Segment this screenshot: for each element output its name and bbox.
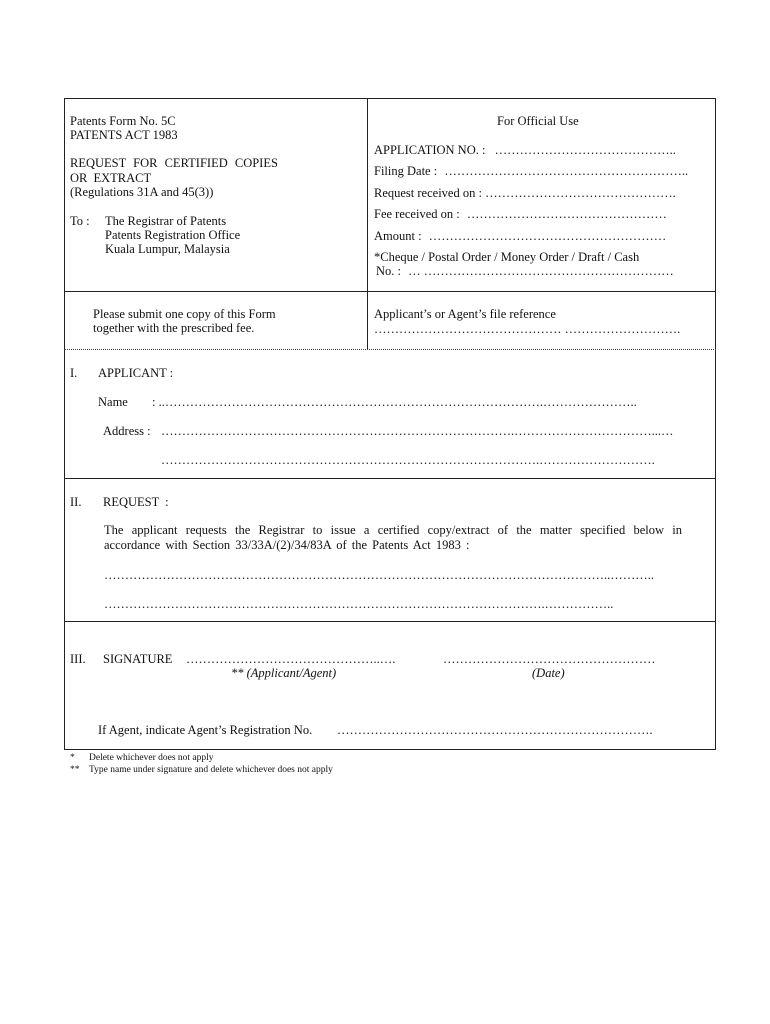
file-reference-field[interactable]: ……………………………………… ……………………….	[374, 322, 681, 336]
fee-received-field[interactable]	[374, 207, 667, 222]
signature-caption: ** (Applicant/Agent)	[231, 666, 337, 680]
section-1-title: APPLICANT :	[98, 366, 174, 380]
fee-received-dots: …………………………………………	[466, 207, 667, 221]
applicant-address-label: Address :	[103, 424, 151, 438]
request-statement: The applicant requests the Registrar to issue a certified copy/extract of the matter specified below in accordance with Section 33/33A/(2)/34/83A of the Patents Act 1983 :	[104, 523, 682, 552]
column-divider	[367, 98, 368, 350]
date-field[interactable]: ……………………………………………	[443, 652, 656, 666]
section-3-title: SIGNATURE	[103, 652, 173, 666]
submit-note-line1: Please submit one copy of this Form	[93, 307, 276, 321]
agent-registration-label: If Agent, indicate Agent’s Registration No.	[98, 723, 313, 737]
fee-received-label: Fee received on :	[374, 207, 460, 221]
official-use-title: For Official Use	[497, 114, 579, 128]
section-2-title: REQUEST :	[103, 495, 169, 509]
regulations-ref: (Regulations 31A and 45(3))	[70, 185, 214, 199]
applicant-name-label: Name	[98, 395, 128, 409]
request-received-label: Request received on :	[374, 186, 482, 200]
section-divider-1	[64, 478, 716, 479]
date-caption: (Date)	[532, 666, 565, 680]
footnote-2-text: Type name under signature and delete whichever does not apply	[89, 765, 333, 775]
filing-date-label: Filing Date :	[374, 164, 438, 178]
file-reference-label: Applicant’s or Agent’s file reference	[374, 307, 556, 321]
header-divider	[64, 291, 716, 292]
payment-number-label: No. :	[376, 264, 401, 278]
applicant-address-field[interactable]: ………………………………………………………………………….……………………………...…	[161, 424, 674, 438]
footnote-2-mark: **	[70, 765, 80, 775]
request-received-dots: ……………………………………….	[485, 186, 676, 200]
request-title-line2: OR EXTRACT	[70, 171, 152, 185]
amount-label: Amount :	[374, 229, 422, 243]
request-details-field[interactable]: …………………………………………………………………………………………………………..………..	[104, 568, 654, 582]
footnote-1-mark: *	[70, 753, 75, 763]
applicant-address-field-2[interactable]: ……………………………………………………………………………….……………………….	[161, 453, 655, 467]
request-received-field[interactable]	[374, 186, 676, 201]
section-3-numeral: III.	[70, 652, 86, 666]
addressee-line: Kuala Lumpur, Malaysia	[105, 242, 230, 256]
amount-dots: …………………………………………………	[428, 229, 667, 243]
dotted-divider	[64, 349, 716, 350]
payment-number-dots: … ……………………………………………………	[408, 264, 674, 278]
filing-date-field[interactable]	[374, 164, 688, 179]
agent-registration-field[interactable]: ………………………………………………………………….	[337, 723, 653, 737]
amount-field[interactable]	[374, 229, 666, 244]
request-title-line1: REQUEST FOR CERTIFIED COPIES	[70, 156, 278, 170]
payment-method-options: *Cheque / Postal Order / Money Order / Draft / Cash	[374, 250, 640, 264]
section-2-numeral: II.	[70, 495, 82, 509]
application-no-field[interactable]	[374, 143, 676, 158]
application-no-label: APPLICATION NO. :	[374, 143, 486, 157]
filing-date-dots: …………………………………………………..	[444, 164, 689, 178]
signature-field[interactable]: ………………………………………..….	[186, 652, 396, 666]
section-divider-2	[64, 621, 716, 622]
to-label: To :	[70, 214, 90, 228]
form-number: Patents Form No. 5C	[70, 114, 176, 128]
addressee-line: Patents Registration Office	[105, 228, 241, 242]
addressee-line: The Registrar of Patents	[105, 214, 227, 228]
submit-note-line2: together with the prescribed fee.	[93, 321, 255, 335]
request-details-field-2[interactable]: …………………………………………………………………………………………….……………..	[104, 597, 614, 611]
application-no-dots: ……………………………………..	[494, 143, 676, 157]
applicant-name-field[interactable]: : ..……………………………………………………………………………….…………………..	[152, 395, 637, 409]
act-title: PATENTS ACT 1983	[70, 128, 178, 142]
payment-number-field[interactable]	[376, 264, 674, 279]
footnote-1-text: Delete whichever does not apply	[89, 753, 214, 763]
section-1-numeral: I.	[70, 366, 78, 380]
